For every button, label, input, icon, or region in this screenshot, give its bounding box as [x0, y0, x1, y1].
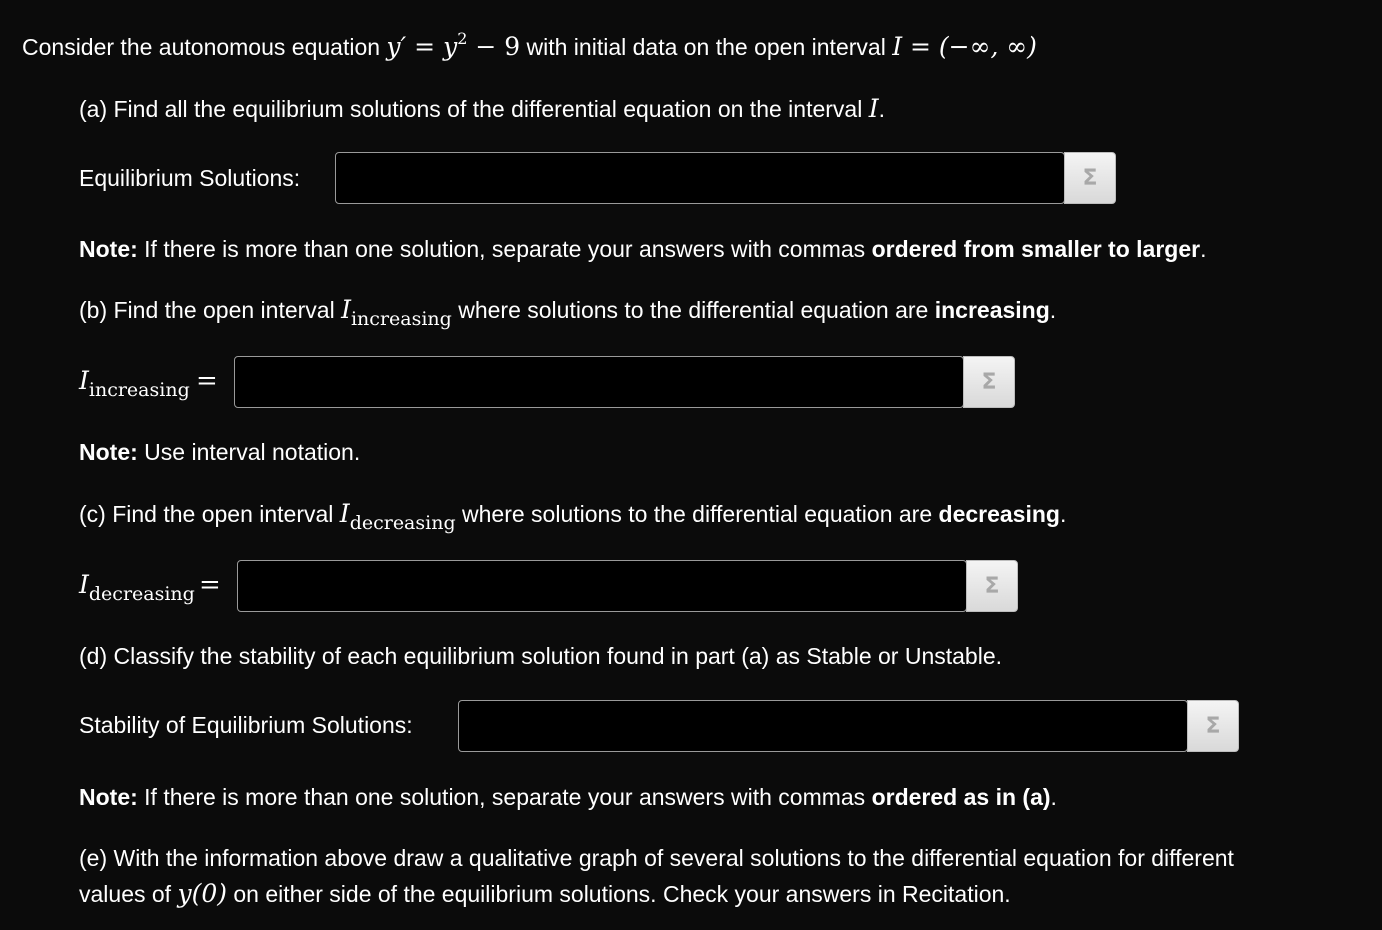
intro-text-before: Consider the autonomous equation [22, 34, 387, 60]
stability-label: Stability of Equilibrium Solutions: [79, 712, 413, 738]
part-d-note: Note: If there is more than one solution, separate your answers with commas ordered as in (a). [79, 784, 1057, 810]
increasing-equals: = [196, 366, 218, 396]
stability-sigma-button[interactable] [1187, 700, 1239, 752]
equilibrium-sigma-button[interactable] [1064, 152, 1116, 204]
sigma-icon: Σ [984, 573, 1000, 599]
stability-input[interactable] [458, 700, 1188, 752]
part-d-prompt: (d) Classify the stability of each equilibrium solution found in part (a) as Stable or Unstable. [79, 643, 1003, 669]
part-a-prompt: (a) Find all the equilibrium solutions of the differential equation on the interval I. [79, 94, 885, 123]
part-c-prompt: (c) Find the open interval $I_{decreasing}$ where solutions to the differential equation are decreasing. [79, 499, 1067, 534]
equilibrium-solutions-label: Equilibrium Solutions: [79, 165, 301, 191]
intro-interval: I = (−∞, ∞) [892, 32, 1037, 61]
intro-text [22, 29, 1037, 65]
part-b-prompt: (b) Find the open interval $I_{increasing}$ where solutions to the differential equation are increasing. [79, 295, 1057, 330]
increasing-interval-label: $I_{increasing}$ [79, 366, 190, 401]
part-a-note: Note: If there is more than one solution, separate your answers with commas ordered from smaller to larger. [79, 236, 1207, 262]
equilibrium-solutions-input[interactable] [335, 152, 1065, 204]
increasing-interval-input[interactable] [234, 356, 964, 408]
part-e-line1: (e) With the information above draw a qualitative graph of several solutions to the differential equation for different [79, 845, 1234, 871]
intro-equation: $y' = y^2 - 9$ [386, 29, 521, 61]
part-e-line2: values of y(0) on either side of the equilibrium solutions. Check your answers in Recitation. [79, 879, 1011, 908]
sigma-icon: Σ [1082, 165, 1098, 191]
intro-text-middle: with initial data on the open interval [520, 34, 893, 60]
sigma-icon: Σ [981, 369, 997, 395]
decreasing-interval-input[interactable] [237, 560, 967, 612]
decreasing-interval-label: $I_{decreasing}$ [79, 570, 195, 605]
decreasing-sigma-button[interactable] [966, 560, 1018, 612]
sigma-icon: Σ [1205, 713, 1221, 739]
part-e-text [79, 840, 1369, 912]
increasing-sigma-button[interactable] [963, 356, 1015, 408]
part-b-note: Note: Use interval notation. [79, 439, 361, 465]
decreasing-equals: = [199, 570, 221, 600]
